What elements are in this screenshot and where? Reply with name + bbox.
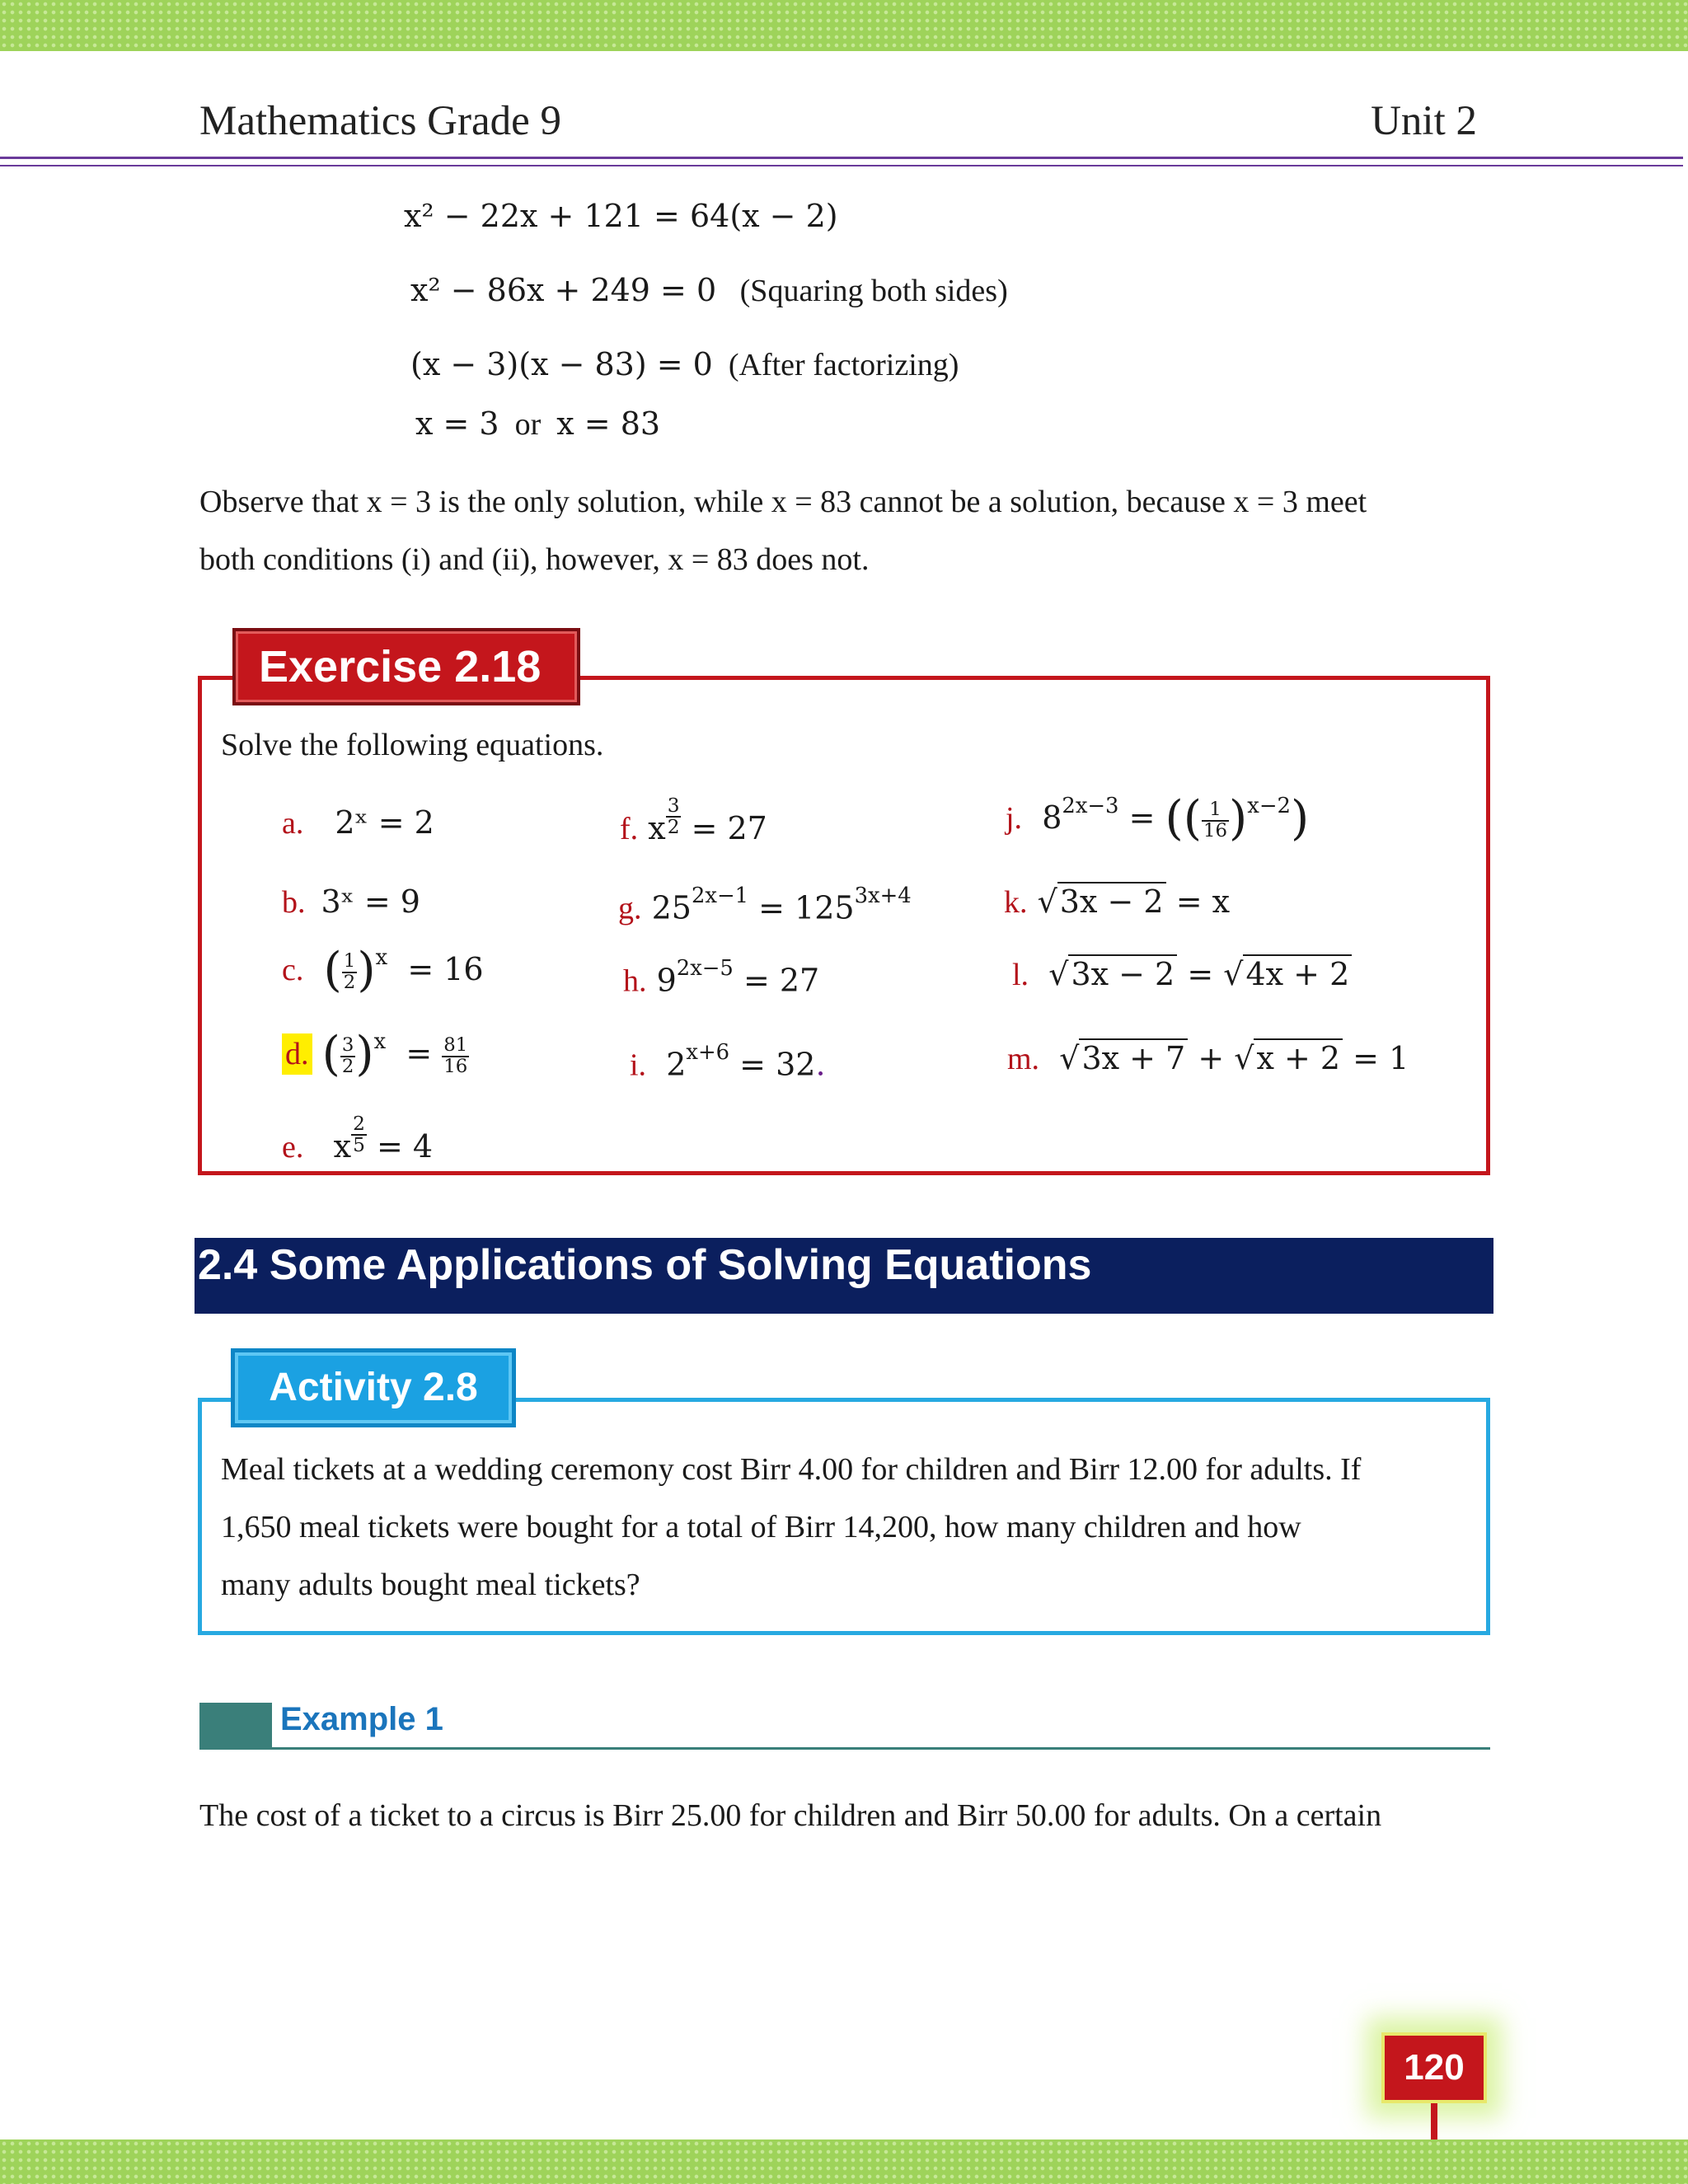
header-rule-secondary	[0, 165, 1683, 166]
observe-line-1: Observe that x = 3 is the only solution, while x = 83 cannot be a solution, because x = 3 meet	[199, 485, 1367, 519]
activity-line-3: many adults bought meal tickets?	[221, 1568, 640, 1602]
page-number-stem	[1431, 2103, 1437, 2144]
derivation-line-3: (x − 3)(x − 83) = 0 (After factorizing)	[410, 346, 959, 382]
exercise-item-m: m. √3x + 7 + √x + 2 = 1	[1007, 1040, 1409, 1076]
activity-line-1: Meal tickets at a wedding ceremony cost Birr 4.00 for children and Birr 12.00 for adults. If	[221, 1452, 1362, 1487]
exercise-item-b: b. 3ˣ = 9	[282, 883, 420, 920]
example-label: Example 1	[280, 1701, 443, 1737]
top-decorative-band	[0, 0, 1688, 51]
exercise-item-k: k. √3x − 2 = x	[1004, 883, 1231, 920]
exercise-item-l: l. √3x − 2 = √4x + 2	[1012, 956, 1352, 993]
section-heading: 2.4 Some Applications of Solving Equations	[195, 1238, 1493, 1314]
exercise-item-j: j. $8^{2x-3}$ = (( $\frac{1}{16}$ )$^{x-2}$)	[1006, 791, 1310, 846]
exercise-item-d: d. ( $\frac{3}{2}$ )$^x$ = $\frac{81}{16}$	[282, 1027, 469, 1081]
exercise-item-c: c. ( $\frac{1}{2}$ )$^x$ = 16	[282, 943, 484, 997]
page-number: 120	[1381, 2032, 1487, 2103]
derivation-line-1: x² − 22x + 121 = 64(x − 2)	[404, 198, 838, 234]
exercise-item-f: f. x $^{\frac{3}{2}}$ = 27	[620, 794, 767, 846]
activity-line-2: 1,650 meal tickets were bought for a total of Birr 14,200, how many children and how	[221, 1510, 1301, 1544]
observe-line-2: both conditions (i) and (ii), however, x = 83 does not.	[199, 542, 870, 577]
book-title: Mathematics Grade 9	[199, 98, 562, 144]
exercise-instruction: Solve the following equations.	[221, 728, 604, 762]
exercise-item-i: i. $2^{x+6} = 32$.	[630, 1040, 826, 1083]
exercise-item-h: h. $9^{2x-5} = 27$	[623, 956, 820, 999]
exercise-item-e: e. x $^{\frac{2}{5}}$ = 4	[282, 1113, 434, 1165]
exercise-item-a: a. 2ˣ = 2	[282, 804, 434, 841]
activity-title: Activity 2.8	[231, 1348, 516, 1427]
highlighted-label: d.	[282, 1033, 312, 1075]
example-tab-marker	[199, 1703, 272, 1749]
derivation-line-2: x² − 86x + 249 = 0 (Squaring both sides)	[410, 272, 1008, 308]
bottom-decorative-band	[0, 2139, 1688, 2184]
unit-label: Unit 2	[1371, 98, 1477, 144]
exercise-item-g: g. $25^{2x-1} = 125^{3x+4}$	[618, 883, 912, 926]
derivation-line-4: x = 3 or x = 83	[415, 405, 661, 442]
example-line-1: The cost of a ticket to a circus is Birr 25.00 for children and Birr 50.00 for adults. On a certain	[199, 1798, 1382, 1833]
exercise-title: Exercise 2.18	[232, 628, 580, 705]
header-rule	[0, 157, 1683, 159]
example-underline	[199, 1747, 1490, 1750]
